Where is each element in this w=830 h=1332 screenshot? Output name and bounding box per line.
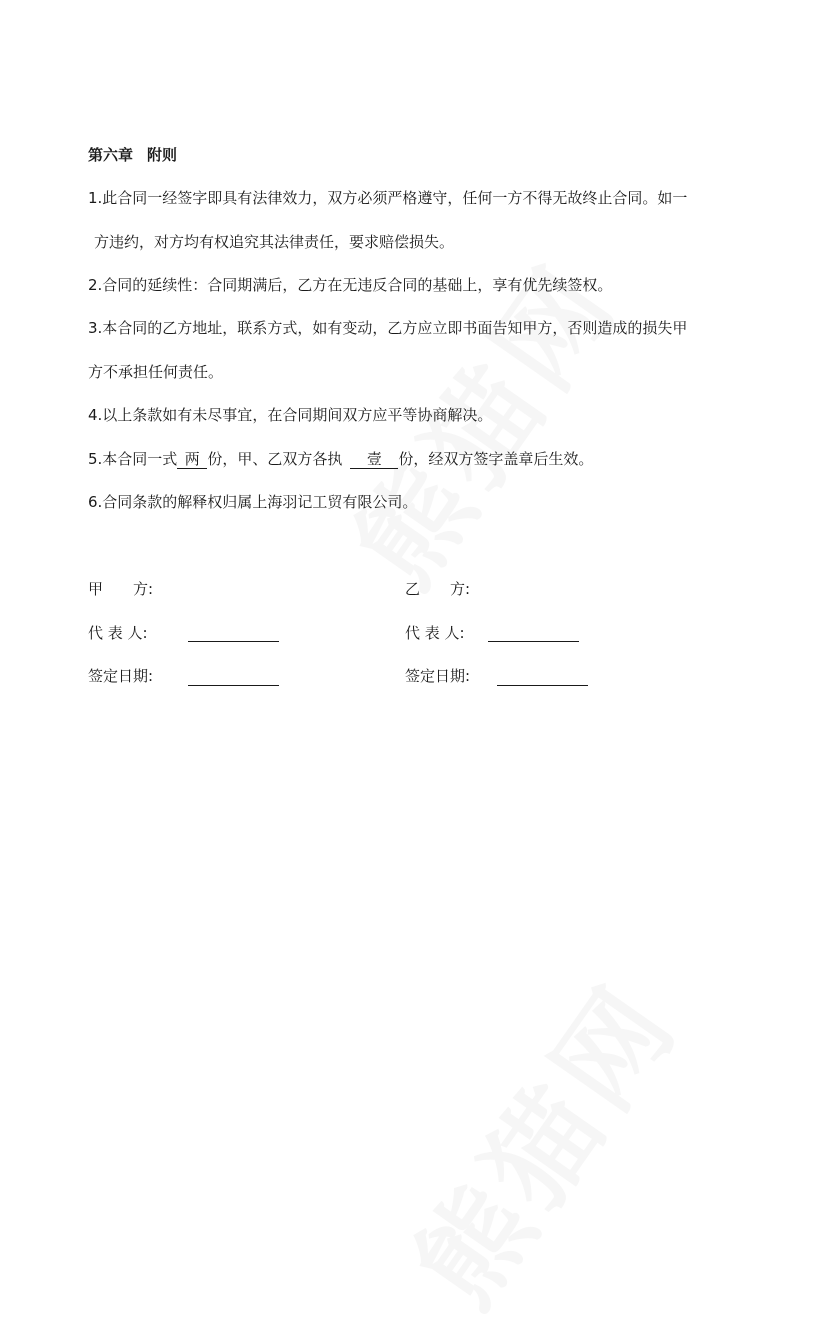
clause-2-line-1: 2.合同的延续性：合同期满后，乙方在无违反合同的基础上，享有优先续签权。 [88, 276, 613, 294]
copies-each-field: 壹 [350, 450, 398, 469]
clause-3 [88, 306, 748, 394]
clause-3-line-2: 方不承担任何责任。 [88, 363, 224, 381]
clause-2 [88, 263, 748, 307]
clause-1-line-1: 1.此合同一经签字即具有法律效力，双方必须严格遵守，任何一方不得无故终止合同。如一 [88, 189, 688, 207]
clause-1 [88, 176, 748, 264]
party-b-label: 乙 方: [405, 580, 471, 598]
chapter-number: 第六章 [88, 146, 134, 164]
clause-5 [88, 437, 748, 481]
party-b-date-label: 签定日期: [405, 667, 471, 685]
party-a-date-label: 签定日期: [88, 667, 154, 685]
party-a-rep-field[interactable] [188, 641, 279, 642]
clause-5-line-1: 5.本合同一式 两 份，甲、乙双方各执 壹 份，经双方签字盖章后生效。 [88, 450, 594, 468]
party-b-date-field[interactable] [497, 685, 588, 686]
party-b-rep-label: 代 表 人: [405, 624, 465, 642]
chapter-title: 附则 [147, 146, 178, 164]
clause-3-line-1: 3.本合同的乙方地址，联系方式，如有变动，乙方应立即书面告知甲方，否则造成的损失甲 [88, 319, 688, 337]
chapter-heading [88, 144, 177, 165]
clause-4-line-1: 4.以上条款如有未尽事宜，在合同期间双方应平等协商解决。 [88, 406, 493, 424]
party-b-rep-field[interactable] [488, 641, 579, 642]
watermark [372, 946, 708, 1332]
clause-4 [88, 393, 748, 437]
party-a-rep-label: 代 表 人: [88, 624, 148, 642]
party-a-date-field[interactable] [188, 685, 279, 686]
clause-6-line-1: 6.合同条款的解释权归属上海羽记工贸有限公司。 [88, 493, 418, 511]
party-a-label: 甲 方: [88, 580, 154, 598]
copies-count-field: 两 [177, 450, 207, 469]
clause-6 [88, 480, 748, 524]
clause-1-line-2: 方违约，对方均有权追究其法律责任，要求赔偿损失。 [94, 233, 455, 251]
